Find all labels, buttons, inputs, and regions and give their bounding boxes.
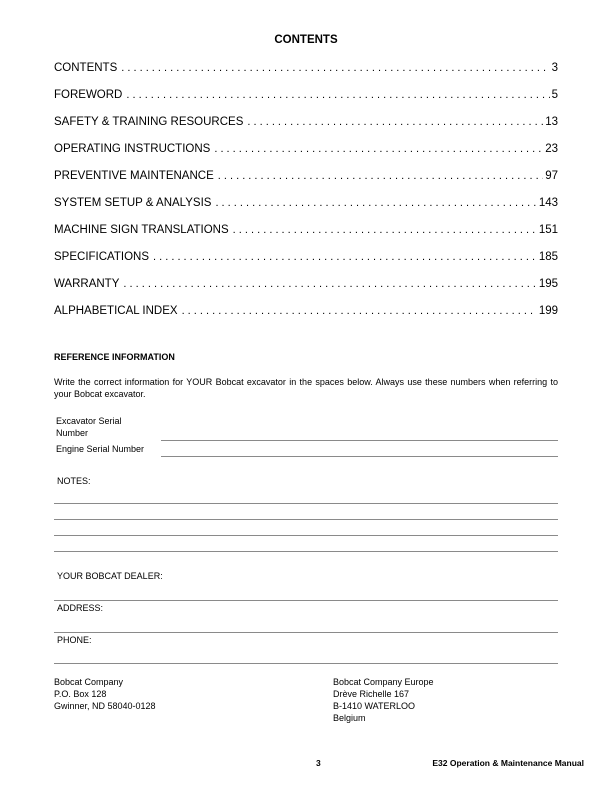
toc-leader-dots — [121, 62, 549, 74]
toc-entry-sign-translations[interactable] — [54, 224, 558, 251]
toc-entry-page: 13 — [545, 116, 558, 128]
toc-entry-label: PREVENTIVE MAINTENANCE — [54, 170, 214, 182]
address-label: ADDRESS: — [57, 603, 104, 613]
toc-entry-label: SAFETY & TRAINING RESOURCES — [54, 116, 244, 128]
toc-entry-label: MACHINE SIGN TRANSLATIONS — [54, 224, 229, 236]
toc-entry-page: 143 — [538, 197, 558, 209]
toc-entry-operating[interactable] — [54, 143, 558, 170]
notes-line-2[interactable] — [54, 519, 558, 520]
page-title: CONTENTS — [274, 34, 338, 46]
toc-entry-page: 5 — [551, 89, 558, 101]
excavator-serial-label: Excavator Serial Number — [56, 416, 122, 438]
toc-entry-label: SYSTEM SETUP & ANALYSIS — [54, 197, 212, 209]
toc-entry-page: 195 — [538, 278, 558, 290]
toc-entry-page: 97 — [545, 170, 558, 182]
toc-leader-dots — [247, 116, 543, 128]
toc-entry-system-setup[interactable] — [54, 197, 558, 224]
excavator-serial-field[interactable] — [161, 440, 558, 441]
bobcat-company-address: Bobcat Company P.O. Box 128 Gwinner, ND 58040-0128 — [54, 677, 156, 711]
toc-leader-dots — [233, 224, 537, 236]
reference-intro: Write the correct information for YOUR Bobcat excavator in the spaces below. Always use these numbers when referring to your Bobcat excavator. — [54, 377, 558, 399]
toc-entry-label: FOREWORD — [54, 89, 123, 101]
toc-leader-dots — [123, 278, 536, 290]
notes-line-1[interactable] — [54, 503, 558, 504]
dealer-field[interactable] — [54, 600, 558, 601]
toc-leader-dots — [182, 305, 537, 317]
table-of-contents — [54, 62, 558, 332]
toc-entry-warranty[interactable] — [54, 278, 558, 305]
toc-entry-foreword[interactable] — [54, 89, 558, 116]
phone-field[interactable] — [54, 663, 558, 664]
toc-entry-page: 3 — [551, 62, 558, 74]
toc-entry-label: SPECIFICATIONS — [54, 251, 149, 263]
toc-entry-label: WARRANTY — [54, 278, 120, 290]
engine-serial-field[interactable] — [161, 456, 558, 457]
toc-leader-dots — [126, 89, 549, 101]
phone-label: PHONE: — [57, 635, 92, 645]
toc-entry-page: 23 — [545, 143, 558, 155]
toc-entry-contents[interactable] — [54, 62, 558, 89]
notes-line-4[interactable] — [54, 551, 558, 552]
toc-entry-preventive[interactable] — [54, 170, 558, 197]
toc-leader-dots — [214, 143, 543, 155]
toc-leader-dots — [215, 197, 536, 209]
reference-heading: REFERENCE INFORMATION — [54, 352, 175, 362]
toc-entry-index[interactable] — [54, 305, 558, 332]
toc-leader-dots — [218, 170, 543, 182]
footer-manual-title: E32 Operation & Maintenance Manual — [432, 758, 584, 768]
dealer-label: YOUR BOBCAT DEALER: — [57, 571, 163, 581]
notes-label: NOTES: — [57, 476, 91, 486]
toc-entry-label: CONTENTS — [54, 62, 118, 74]
address-field[interactable] — [54, 632, 558, 633]
toc-entry-page: 151 — [538, 224, 558, 236]
notes-line-3[interactable] — [54, 535, 558, 536]
engine-serial-label: Engine Serial Number — [56, 444, 145, 454]
toc-entry-label: ALPHABETICAL INDEX — [54, 305, 178, 317]
footer-page-number: 3 — [316, 758, 321, 768]
toc-entry-safety[interactable] — [54, 116, 558, 143]
toc-leader-dots — [153, 251, 537, 263]
toc-entry-label: OPERATING INSTRUCTIONS — [54, 143, 211, 155]
toc-entry-page: 185 — [538, 251, 558, 263]
bobcat-europe-address: Bobcat Company Europe Drève Richelle 167 B-1410 WATERLOO Belgium — [333, 677, 434, 723]
toc-entry-specifications[interactable] — [54, 251, 558, 278]
toc-entry-page: 199 — [538, 305, 558, 317]
